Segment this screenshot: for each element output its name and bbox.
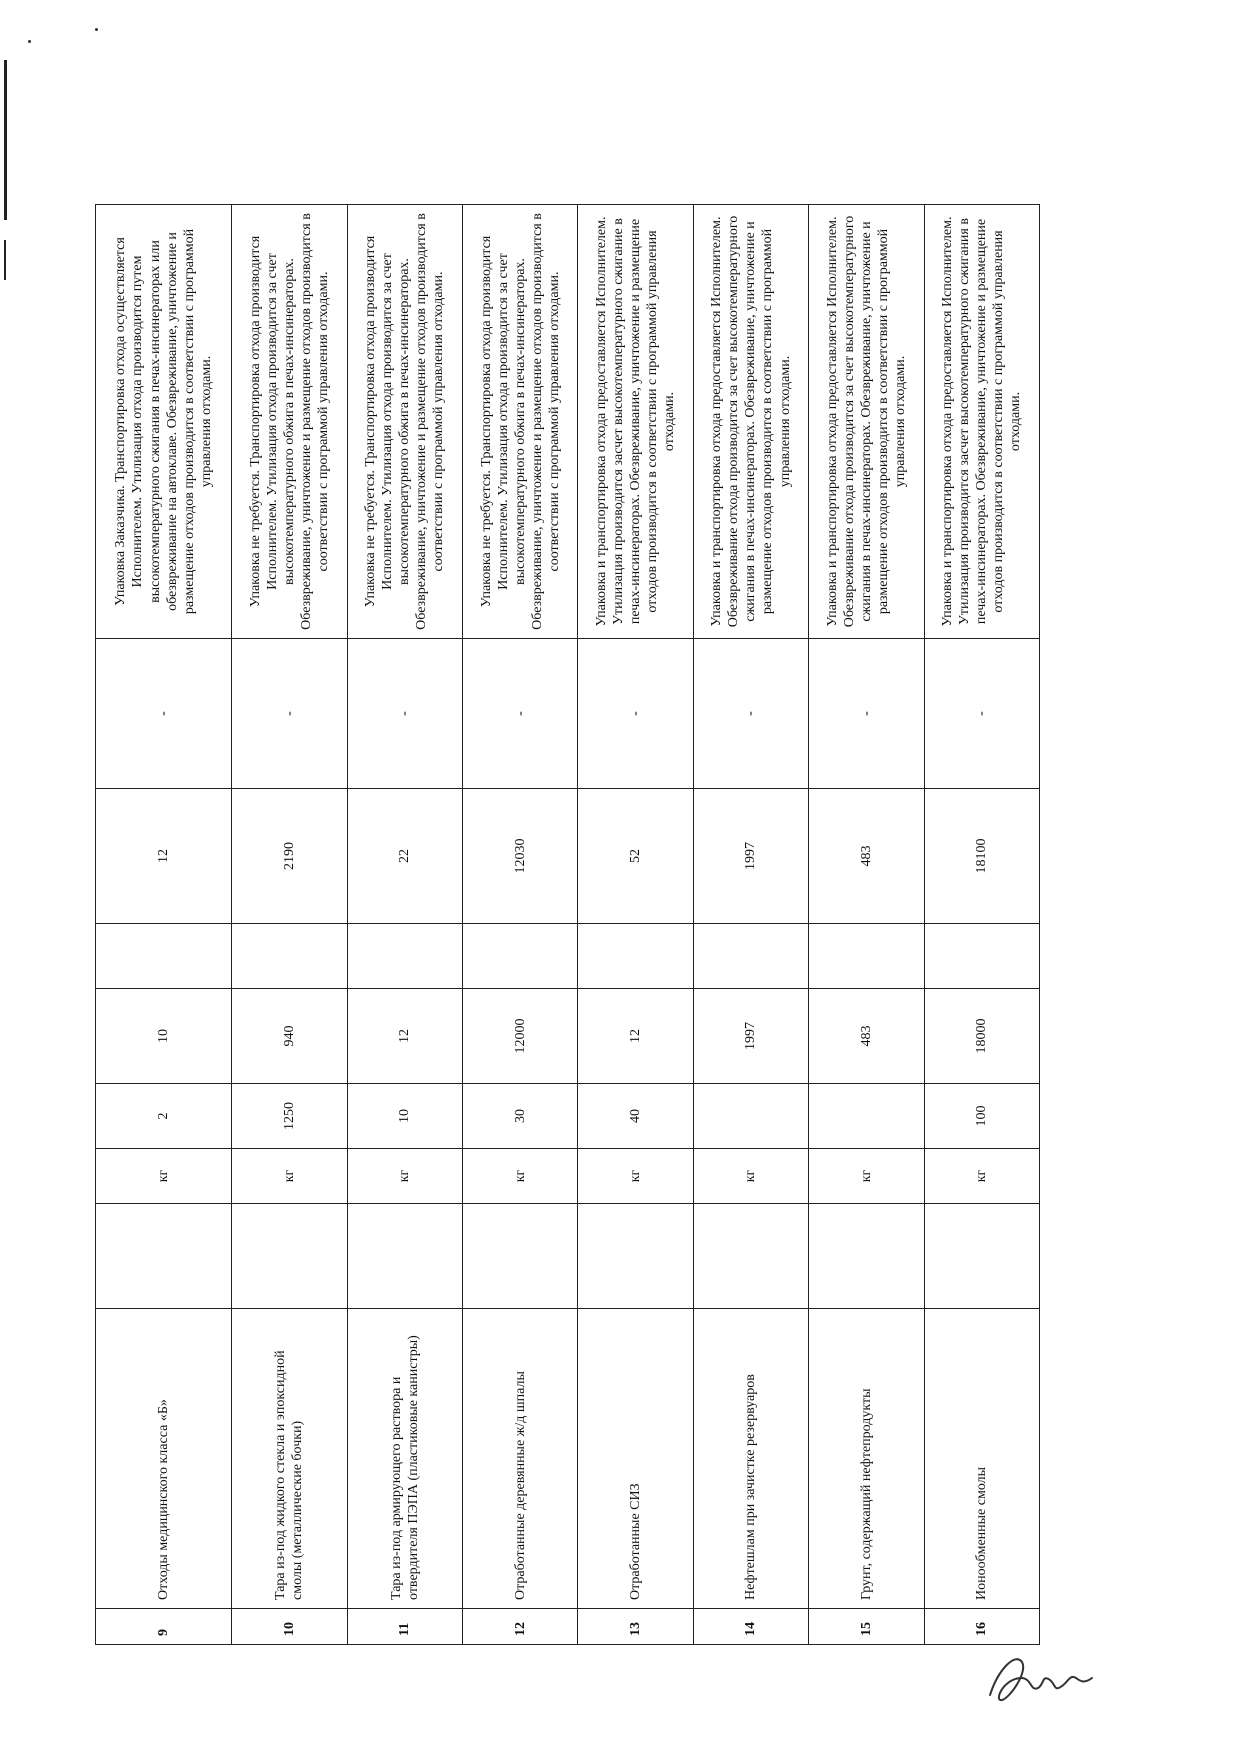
row-number: 9 bbox=[96, 1609, 232, 1645]
quantity-3 bbox=[463, 924, 578, 989]
quantity-2: 10 bbox=[96, 989, 232, 1084]
quantity-2: 483 bbox=[809, 989, 924, 1084]
empty-cell bbox=[96, 1204, 232, 1309]
empty-cell bbox=[463, 1204, 578, 1309]
quantity-3 bbox=[232, 924, 347, 989]
scan-artifact bbox=[4, 240, 6, 280]
dash-cell: - bbox=[578, 639, 693, 789]
quantity-2: 12 bbox=[347, 989, 462, 1084]
quantity-1: 30 bbox=[463, 1084, 578, 1149]
dash-cell: - bbox=[347, 639, 462, 789]
quantity-3 bbox=[809, 924, 924, 989]
total-quantity: 12030 bbox=[463, 789, 578, 924]
total-quantity: 483 bbox=[809, 789, 924, 924]
quantity-3 bbox=[578, 924, 693, 989]
unit-cell: кг bbox=[924, 1149, 1039, 1204]
empty-cell bbox=[809, 1204, 924, 1309]
scan-artifact bbox=[95, 28, 98, 31]
table-body bbox=[96, 205, 1040, 1645]
quantity-1: 10 bbox=[347, 1084, 462, 1149]
unit-cell: кг bbox=[578, 1149, 693, 1204]
waste-name: Отходы медицинского класса «Б» bbox=[96, 1309, 232, 1609]
quantity-1: 100 bbox=[924, 1084, 1039, 1149]
waste-name: Нефтешлам при зачистке резервуаров bbox=[693, 1309, 808, 1609]
table-row bbox=[578, 205, 693, 1645]
total-quantity: 52 bbox=[578, 789, 693, 924]
scan-artifact bbox=[28, 40, 31, 43]
waste-name: Отработанные деревянные ж/д шпалы bbox=[463, 1309, 578, 1609]
dash-cell: - bbox=[232, 639, 347, 789]
quantity-2: 12 bbox=[578, 989, 693, 1084]
empty-cell bbox=[578, 1204, 693, 1309]
waste-table bbox=[95, 204, 1040, 1645]
empty-cell bbox=[924, 1204, 1039, 1309]
quantity-2: 940 bbox=[232, 989, 347, 1084]
waste-name: Ионообменные смолы bbox=[924, 1309, 1039, 1609]
handling-note: Упаковка и транспортировка отхода предоставляется Исполнителем. Обезвреживание отхода производится за счет высокотемпературного сжигания в печах-инсинераторах. Обезвреживание, уничтожение и размещение отходов производится в соответствии с программой управления отходами. bbox=[693, 205, 808, 639]
table-row bbox=[924, 205, 1039, 1645]
table-row bbox=[347, 205, 462, 1645]
quantity-1 bbox=[693, 1084, 808, 1149]
unit-cell: кг bbox=[232, 1149, 347, 1204]
quantity-2: 18000 bbox=[924, 989, 1039, 1084]
table-row bbox=[232, 205, 347, 1645]
handling-note: Упаковка не требуется. Транспортировка отхода производится Исполнителем. Утилизация отхода производится за счет высокотемпературного обжига в печах-инсинераторах. Обезвреживание, уничтожение и размещение отходов производится в соответствии с программой управления отходами. bbox=[463, 205, 578, 639]
unit-cell: кг bbox=[809, 1149, 924, 1204]
row-number: 16 bbox=[924, 1609, 1039, 1645]
dash-cell: - bbox=[693, 639, 808, 789]
handling-note: Упаковка и транспортировка отхода предоставляется Исполнителем. Обезвреживание отхода производится за счет высокотемпературного сжигания в печах-инсинераторах. Обезвреживание, уничтожение и размещение отходов производится в соответствии с программой управления отходами. bbox=[809, 205, 924, 639]
quantity-3 bbox=[693, 924, 808, 989]
unit-cell: кг bbox=[463, 1149, 578, 1204]
quantity-2: 12000 bbox=[463, 989, 578, 1084]
rotated-waste-table bbox=[95, 205, 1040, 1645]
row-number: 12 bbox=[463, 1609, 578, 1645]
empty-cell bbox=[232, 1204, 347, 1309]
scan-artifact bbox=[4, 60, 7, 220]
quantity-1: 1250 bbox=[232, 1084, 347, 1149]
dash-cell: - bbox=[924, 639, 1039, 789]
quantity-3 bbox=[347, 924, 462, 989]
quantity-3 bbox=[924, 924, 1039, 989]
total-quantity: 18100 bbox=[924, 789, 1039, 924]
waste-name: Отработанные СИЗ bbox=[578, 1309, 693, 1609]
table-row bbox=[693, 205, 808, 1645]
row-number: 10 bbox=[232, 1609, 347, 1645]
handling-note: Упаковка не требуется. Транспортировка отхода производится Исполнителем. Утилизация отхода производится за счет высокотемпературного обжига в печах-инсинераторах. Обезвреживание, уничтожение и размещение отходов производится в соответствии с программой управления отходами. bbox=[347, 205, 462, 639]
handling-note: Упаковка Заказчика. Транспортировка отхода осуществляется Исполнителем. Утилизация отхода производится путем высокотемпературного сжигания в печах-инсинераторах или обезвреживание на автоклаве. Обезвреживание, уничтожение и размещение отходов производится в соответствии с программой управления отходами. bbox=[96, 205, 232, 639]
row-number: 13 bbox=[578, 1609, 693, 1645]
handling-note: Упаковка и транспортировка отхода предоставляется Исполнителем. Утилизация производится засчет высокотемпературного сжигание в печах-инсинераторах. Обезвреживание, уничтожение и размещение отходов производится в соответствии с программой управления отходами. bbox=[578, 205, 693, 639]
empty-cell bbox=[347, 1204, 462, 1309]
empty-cell bbox=[693, 1204, 808, 1309]
quantity-1 bbox=[809, 1084, 924, 1149]
row-number: 11 bbox=[347, 1609, 462, 1645]
total-quantity: 2190 bbox=[232, 789, 347, 924]
unit-cell: кг bbox=[96, 1149, 232, 1204]
table-row bbox=[809, 205, 924, 1645]
dash-cell: - bbox=[809, 639, 924, 789]
row-number: 14 bbox=[693, 1609, 808, 1645]
waste-name: Тара из-под жидкого стекла и эпоксидной смолы (металлические бочки) bbox=[232, 1309, 347, 1609]
total-quantity: 1997 bbox=[693, 789, 808, 924]
waste-name: Грунт, содержащий нефтепродукты bbox=[809, 1309, 924, 1609]
quantity-1: 2 bbox=[96, 1084, 232, 1149]
quantity-2: 1997 bbox=[693, 989, 808, 1084]
unit-cell: кг bbox=[693, 1149, 808, 1204]
handling-note: Упаковка и транспортировка отхода предоставляется Исполнителем. Утилизация производится засчет высокотемпературного сжигания в печах-инсинераторах. Обезвреживание, уничтожение и размещение отходов производится в соответствии с программой управления отходами. bbox=[924, 205, 1039, 639]
total-quantity: 12 bbox=[96, 789, 232, 924]
waste-name: Тара из-под армирующего раствора и отвердителя ПЭПА (пластиковые канистры) bbox=[347, 1309, 462, 1609]
row-number: 15 bbox=[809, 1609, 924, 1645]
table-row bbox=[463, 205, 578, 1645]
quantity-1: 40 bbox=[578, 1084, 693, 1149]
dash-cell: - bbox=[96, 639, 232, 789]
unit-cell: кг bbox=[347, 1149, 462, 1204]
table-row bbox=[96, 205, 232, 1645]
total-quantity: 22 bbox=[347, 789, 462, 924]
handling-note: Упаковка не требуется. Транспортировка отхода производится Исполнителем. Утилизация отхода производится за счет высокотемпературного обжига в печах-инсинераторах. Обезвреживание, уничтожение и размещение отходов производится в соответствии с программой управления отходами. bbox=[232, 205, 347, 639]
dash-cell: - bbox=[463, 639, 578, 789]
quantity-3 bbox=[96, 924, 232, 989]
signature-image bbox=[980, 1640, 1100, 1710]
